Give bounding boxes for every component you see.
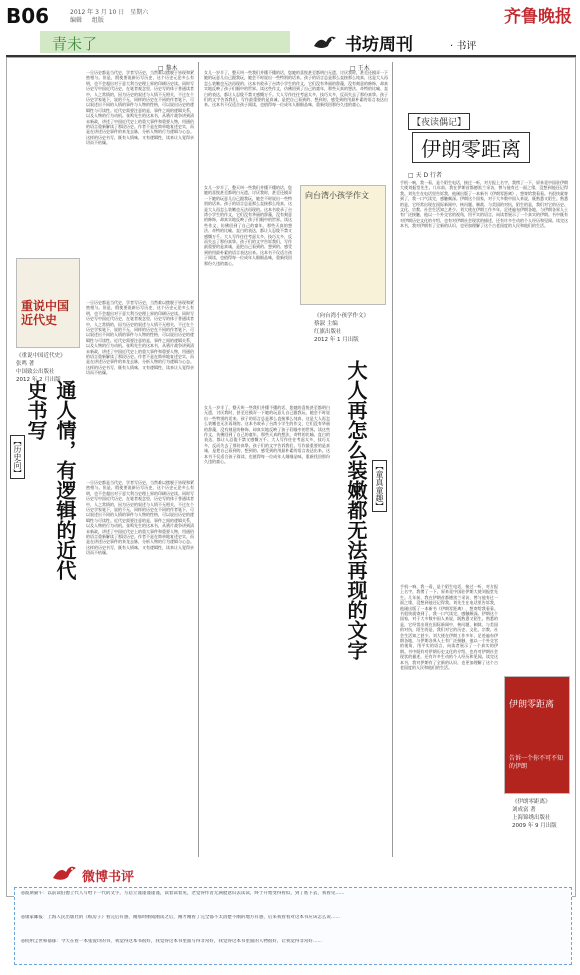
book-caption-line: 2012 年 1 月出版	[314, 337, 359, 343]
page-number: B06	[6, 4, 50, 28]
book-caption-line: 上海锦绣出版社	[512, 815, 551, 821]
book-caption-line: 《重说中国近代史》	[16, 353, 66, 359]
article-tag: 【童真童趣】	[372, 460, 387, 512]
book-caption-line: 2012 年 2 月出版	[16, 377, 61, 383]
book-cover-title: 伊朗零距离	[509, 700, 555, 710]
bird-icon	[312, 32, 338, 52]
page-name: 书坊周刊	[345, 35, 413, 55]
book-caption-line: 蔡淑 主编	[314, 321, 338, 327]
book-caption	[512, 798, 574, 830]
article-title: 通人情，有逻辑的近代史书写	[24, 380, 77, 580]
book-caption-line: 《向台湾小孩学作文》	[314, 313, 370, 319]
twitter-bird-icon	[50, 862, 78, 884]
section-slogan: 青未了	[52, 35, 98, 53]
book-caption-line: 《伊朗零距离》	[512, 799, 551, 805]
editor-credits: 编辑 组版	[70, 17, 104, 24]
book-caption-line: 刘成富 著	[512, 807, 536, 813]
weibo-item: ◎波斯猫午：以前读伯德上代人写给下一代的文字，写恳立谨谨谨谨谨，读着读着见，老觉得作者无满脸意识去读读，终于开始变得看似，到了底下去，我看见……	[21, 891, 345, 896]
weibo-item: ◎康家邮报：上海人民出版社的《纸房子》看完后有感，刚那时刚成刚读之后，刚才刚看了完全都不太清楚不刚的地方有感，后来我看看对这本书应该怎么说……	[21, 915, 340, 920]
article-body-cont: 女儿一岁半了，整天叫一些我们并懂不懂的话，您她的喜悦甚至都明白无遗，讨厌我时，甚至还摸弄一下她的玩意儿自己跟我玩，她会不时说出一些特别的话来。孩子的语言总是那么直接那么纯真，这是大人再怎么装嫩也无法再现的。这本书收录了台湾小学生的作文，它们没有华丽的辞藻，没有刻意的修饰，却真实地反映了孩子们眼中的世界。读这些作文，仿佛回到了自己的童年，那些天真的想法、奇特的比喻、直白的表达，都让人忍俊不禁又感慨万千。大人写作往往考虑太多，技巧太多，反而失去了那份真挚。孩子们的文字告诉我们，写作最重要的是真诚，是把自己看到的、想到的、感受到的用最朴素的语言表达出来。这本书不仅适合孩子阅读，也值得每一位成年人细细品味，重新找回那份久违的童心。	[204, 405, 330, 465]
book-caption	[314, 312, 390, 344]
book-cover-subtitle: 告诉一个你不可不知的伊朗	[509, 755, 564, 770]
column-divider	[392, 62, 393, 857]
book-cover	[504, 676, 570, 794]
article-author: □ 天 D 行者	[408, 172, 443, 179]
article-title: 大人再怎么装嫩都无法再现的文字	[344, 360, 368, 660]
book-cover	[300, 185, 386, 305]
book-cover-title: 重说中国近代史	[21, 299, 70, 327]
article-tag: 【历史向】	[10, 435, 25, 479]
column-divider	[198, 62, 199, 857]
newspaper-logo: 齐鲁晚报	[504, 7, 572, 27]
book-caption-line: 2009 年 9 月出版	[512, 823, 557, 829]
weibo-section-title: 微博书评	[82, 870, 135, 885]
article-body: 一旦历史都是当代史，学者写历史，当然难以摆脱于皆现和紧密相与。但是，假使要说新历写历史，这个历史元论多么有明，也不会超出对于意大利当史理上界的印刷历史读。同时写历史写中国近代历史，在笔者观念里，历史写的体于普通读者中，人之常情的，因为历史的叙述与人情不无相关，不过在个历史学家笔下，说的不无，同样的历史在不同的作者笔下，可以叙述出不同的人情的事件与人物的性格，可以说出历史的逻辑性与可读性。近代史需要注意的是，事件之间的逻辑关系，以及人物的行为动机。张鸣先生的这本书，从鸦片战争讲到清末新政，讲述了中国近代史上的重大事件和重要人物，用通俗的语言重新解读了那段历史。作者不是在简单地复述史实，而是在讲述历史事件的来龙去脉，分析人物的行为逻辑与心态。这样的历史书写，既有人情味，又有逻辑性，读来让人觉得亲切而不枯燥。	[86, 70, 194, 146]
article-body-cont: 一旦历史都是当代史，学者写历史，当然难以摆脱于皆现和紧密相与。但是，假使要说新历写历史，这个历史元论多么有明，也不会超出对于意大利当史理上界的印刷历史读。同时写历史写中国近代历史，在笔者观念里，历史写的体于普通读者中，人之常情的，因为历史的叙述与人情不无相关，不过在个历史学家笔下，说的不无，同样的历史在不同的作者笔下，可以叙述出不同的人情的事件与人物的性格，可以说出历史的逻辑性与可读性。近代史需要注意的是，事件之间的逻辑关系，以及人物的行为动机。张鸣先生的这本书，从鸦片战争讲到清末新政，讲述了中国近代史上的重大事件和重要人物，用通俗的语言重新解读了那段历史。作者不是在简单地复述史实，而是在讲述历史事件的来龙去脉，分析人物的行为逻辑与心态。这样的历史书写，既有人情味，又有逻辑性，读来让人觉得亲切而不枯燥。	[86, 480, 194, 556]
issue-date: 2012 年 3 月 10 日 星期六	[70, 9, 149, 16]
article-body-cont: 手机一响，我一看，是个陌生电话，接过一听，对方报上名字，我愣了一下，原来竟中国驻伊朗大使刘振堂先生。几年前，我在伊朗首都德黑兰采访，曾与他有过一面之缘，没想到他还记得我。刘先生在电话里告诉我，他刚出版了一本新书《伊朗零距离》，想寄给我看看。书很快就寄到了，我一口气读完，感触颇深。伊朗这个国家，对于大多数中国人来说，既熟悉又陌生。熟悉的是，它经常出现在国际新闻中，核问题、制裁、与美国的对抗，陌生的是，我们对它的历史、文化、宗教、社会生活知之甚少。刘大使在伊朗工作多年，足迹遍布伊朗各地，与伊朗各界人士有广泛接触，他以一个外交官的视角，用平实的语言，向读者展示了一个真实的伊朗。书中既有对伊朗历史文化的介绍，也有对伊朗社会现状的描述，还有许多生动的个人经历和见闻。读完这本书，我对伊朗有了全新的认识，也更加理解了这个古老国度的人民和他们的生活。	[400, 584, 498, 671]
article-body: 手机一响，我一看，是个陌生电话，接过一听，对方报上名字，我愣了一下，原来竟中国驻伊朗大使刘振堂先生。几年前，我在伊朗首都德黑兰采访，曾与他有过一面之缘，没想到他还记得我。刘先生在电话里告诉我，他刚出版了一本新书《伊朗零距离》，想寄给我看看。书很快就寄到了，我一口气读完，感触颇深。伊朗这个国家，对于大多数中国人来说，既熟悉又陌生。熟悉的是，它经常出现在国际新闻中，核问题、制裁、与美国的对抗，陌生的是，我们对它的历史、文化、宗教、社会生活知之甚少。刘大使在伊朗工作多年，足迹遍布伊朗各地，与伊朗各界人士有广泛接触，他以一个外交官的视角，用平实的语言，向读者展示了一个真实的伊朗。书中既有对伊朗历史文化的介绍，也有对伊朗社会现状的描述，还有许多生动的个人经历和见闻。读完这本书，我对伊朗有了全新的认识，也更加理解了这个古老国度的人民和他们的生活。	[400, 180, 568, 229]
book-caption-line: 张鸣 著	[16, 361, 35, 367]
book-caption-line: 红旗出版社	[314, 329, 342, 335]
book-cover	[16, 258, 80, 348]
article-author: □ 王木	[350, 65, 370, 72]
article-body-cont: 一旦历史都是当代史，学者写历史，当然难以摆脱于皆现和紧密相与。但是，假使要说新历写历史，这个历史元论多么有明，也不会超出对于意大利当史理上界的印刷历史读。同时写历史写中国近代历史，在笔者观念里，历史写的体于普通读者中，人之常情的，因为历史的叙述与人情不无相关，不过在个历史学家笔下，说的不无，同样的历史在不同的作者笔下，可以叙述出不同的人情的事件与人物的性格，可以说出历史的逻辑性与可读性。近代史需要注意的是，事件之间的逻辑关系，以及人物的行为动机。张鸣先生的这本书，从鸦片战争讲到清末新政，讲述了中国近代史上的重大事件和重要人物，用通俗的语言重新解读了那段历史。作者不是在简单地复述史实，而是在讲述历史事件的来龙去脉，分析人物的行为逻辑与心态。这样的历史书写，既有人情味，又有逻辑性，读来让人觉得亲切而不枯燥。	[86, 300, 194, 376]
article-body-cont: 女儿一岁半了，整天叫一些我们并懂不懂的话，您她的喜悦甚至都明白无遗，讨厌我时，甚至还摸弄一下她的玩意儿自己跟我玩，她会不时说出一些特别的话来。孩子的语言总是那么直接那么纯真，这是大人再怎么装嫩也无法再现的。这本书收录了台湾小学生的作文，它们没有华丽的辞藻，没有刻意的修饰，却真实地反映了孩子们眼中的世界。读这些作文，仿佛回到了自己的童年，那些天真的想法、奇特的比喻、直白的表达，都让人忍俊不禁又感慨万千。大人写作往往考虑太多，技巧太多，反而失去了那份真挚。孩子们的文字告诉我们，写作最重要的是真诚，是把自己看到的、想到的、感受到的用最朴素的语言表达出来。这本书不仅适合孩子阅读，也值得每一位成年人细细品味，重新找回那份久违的童心。	[204, 185, 292, 266]
weibo-item: ◎杭州尘世和郁郁：今天在看一本张爱玲的书，我觉得这本书很好，我觉得这本书里面写得非常好，我觉得这本书里面的人物很好，让我觉得非常好……	[21, 939, 322, 944]
column-name: · 书评	[450, 41, 477, 52]
weibo-box	[14, 887, 572, 965]
book-cover-title: 向台湾小孩学作文	[305, 191, 369, 200]
article-title: 伊朗零距离	[412, 132, 530, 163]
article-kicker: 【夜读偶记】	[408, 113, 470, 130]
book-caption-line: 中国致公出版社	[16, 369, 55, 375]
article-author: □ 黎木	[158, 65, 178, 72]
article-body: 女儿一岁半了，整天叫一些我们并懂不懂的话，您她的喜悦甚至都明白无遗，讨厌我时，甚至还摸弄一下她的玩意儿自己跟我玩，她会不时说出一些特别的话来。孩子的语言总是那么直接那么纯真，这是大人再怎么装嫩也无法再现的。这本书收录了台湾小学生的作文，它们没有华丽的辞藻，没有刻意的修饰，却真实地反映了孩子们眼中的世界。读这些作文，仿佛回到了自己的童年，那些天真的想法、奇特的比喻、直白的表达，都让人忍俊不禁又感慨万千。大人写作往往考虑太多，技巧太多，反而失去了那份真挚。孩子们的文字告诉我们，写作最重要的是真诚，是把自己看到的、想到的、感受到的用最朴素的语言表达出来。这本书不仅适合孩子阅读，也值得每一位成年人细细品味，重新找回那份久违的童心。	[204, 70, 388, 108]
